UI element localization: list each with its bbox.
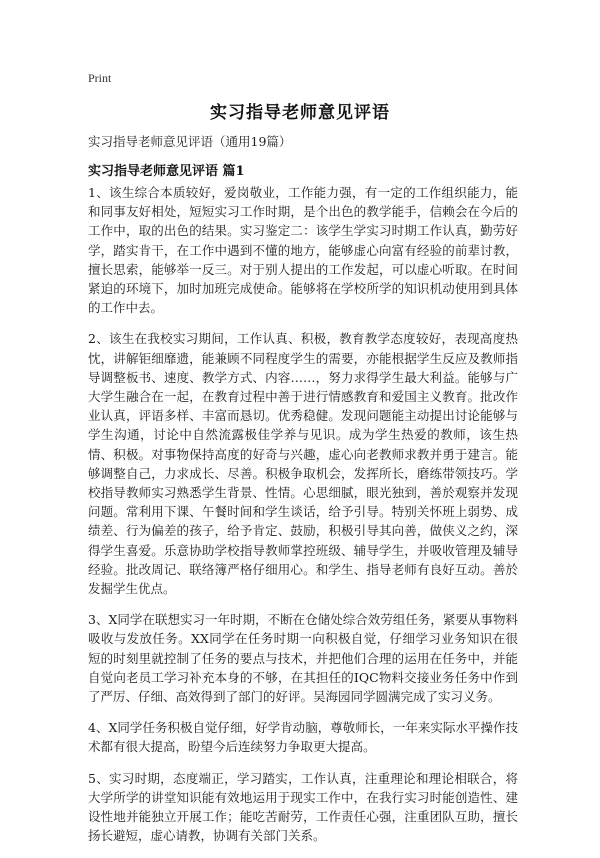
section-heading: 实习指导老师意见评语 篇1: [88, 164, 245, 179]
document-subtitle: 实习指导老师意见评语（通用19篇）: [88, 134, 292, 149]
print-link[interactable]: Print: [88, 71, 112, 85]
paragraph-2: 2、该生在我校实习期间，工作认真、积极，教育教学态度较好，表现高度热忱，讲解钜细靡遗，能兼顾不同程度学生的需要，亦能根据学生反应及教师指导调整板书、速度、教学方式、内容……，努力求得学生最大利益。能够与广大学生融合在一起，在教育过程中善于进行情感教育和爱国主义教育。批改作业认真，评语多样、丰富而恳切。优秀稳健。发现问题能主动提出讨论能够与学生沟通，讨论中自然流露极佳学养与见识。成为学生热爱的教师，该生热情、积极。对事物保持高度的好奇与兴趣，虚心向老教师求教并勇于建言。能够调整自己，力求成长、尽善。积极争取机会，发挥所长，磨练带领技巧。学校指导教师实习熟悉学生背景、性情。心思细腻，眼光独到，善於观察并发现问题。常利用下课、午餐时间和学生谈话，给予引导。特别关怀班上弱势、成绩差、行为偏差的孩子，给予肯定、鼓励，积极引导其向善，做侠义之约，深得学生喜爱。乐意协助学校指导教师掌控班级、辅导学生，并吸收管理及辅导经验。批改周记、联络簿严格仔细用心。和学生、指导老师有良好互动。善於发掘学生优点。: [88, 331, 518, 597]
paragraph-5: 5、实习时期，态度端正，学习踏实，工作认真，注重理论和理论相联合，将大学所学的讲堂知识能有效地运用于现实工作中，在我行实习时能创造性、建设性地并能独立开展工作；能吃苦耐劳，工作责任心强，注重团队互助，擅长扬长避短，虚心请教，协调有关部门关系。: [88, 770, 518, 844]
paragraph-1: 1、该生综合本质较好，爱岗敬业，工作能力强，有一定的工作组织能力，能和同事友好相处，短短实习工作时期，是个出色的教学能手，信赖会在今后的工作中，取的出色的结果。实习鉴定二：该学生学实习时期工作认真，勤劳好学，踏实肯干，在工作中遇到不懂的地方，能够虚心向富有经验的前辈讨教，擅长思索，能够举一反三。对于别人提出的工作发起，可以虚心听取。在时间紧迫的环境下，加时加班完成使命。能够将在学校所学的知识机动使用到具体的工作中去。: [88, 185, 518, 316]
document-body: [88, 183, 518, 858]
page-title: 实习指导老师意见评语: [210, 103, 390, 123]
paragraph-4: 4、X同学任务积极自觉仔细，好学肯动脑，尊敬师长，一年来实际水平操作技术都有很大提高，盼望今后连续努力争取更大提高。: [88, 720, 518, 755]
paragraph-3: 3、X同学在联想实习一年时期，不断在仓储处综合效劳组任务，紧要从事物料吸收与发放任务。XX同学在任务时期一向积极自觉，仔细学习业务知识在很短的时刻里就控制了任务的要点与技术，并把他们合理的运用在任务中，并能自觉向老员工学习补充本身的不够，在其担任的IQC物料交接业务任务中作到了严厉、仔细、高效得到了部门的好评。吴海园同学圆满完成了实习义务。: [88, 612, 518, 705]
